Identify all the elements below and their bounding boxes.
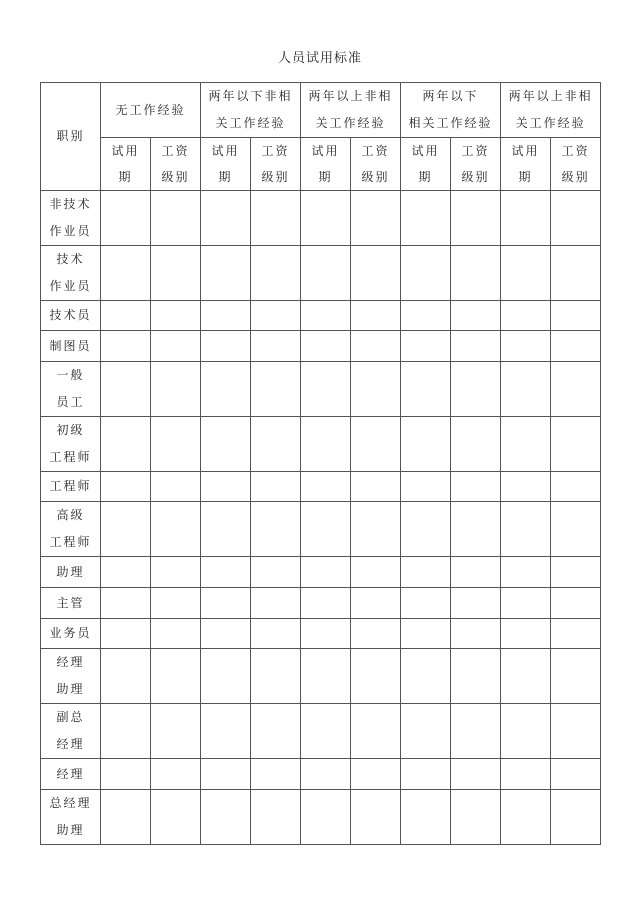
document-title: 人员试用标准 bbox=[277, 51, 362, 66]
empty-value-cell[interactable] bbox=[401, 649, 451, 704]
empty-value-cell[interactable] bbox=[451, 362, 501, 417]
empty-value-cell[interactable] bbox=[501, 557, 551, 588]
empty-value-cell[interactable] bbox=[351, 619, 401, 649]
empty-value-cell[interactable] bbox=[401, 191, 451, 246]
role-cell bbox=[41, 790, 101, 845]
role-cell bbox=[41, 301, 101, 331]
empty-value-cell[interactable] bbox=[351, 649, 401, 704]
empty-value-cell[interactable] bbox=[451, 704, 501, 759]
group-header-line1: 两年以下非相 bbox=[208, 89, 293, 103]
empty-value-cell[interactable] bbox=[251, 472, 301, 502]
empty-value-cell[interactable] bbox=[101, 557, 151, 588]
probation-standard-table bbox=[40, 82, 601, 845]
empty-value-cell[interactable] bbox=[501, 472, 551, 502]
empty-value-cell[interactable] bbox=[151, 557, 201, 588]
empty-value-cell[interactable] bbox=[551, 704, 601, 759]
empty-value-cell[interactable] bbox=[551, 301, 601, 331]
empty-value-cell[interactable] bbox=[351, 331, 401, 362]
empty-value-cell[interactable] bbox=[301, 704, 351, 759]
table-row bbox=[41, 619, 601, 649]
role-cell bbox=[41, 619, 101, 649]
role-label-line1: 制图员 bbox=[49, 338, 92, 353]
role-label-line1: 主管 bbox=[56, 595, 85, 610]
empty-value-cell[interactable] bbox=[201, 557, 251, 588]
subheader-line1: 试用 bbox=[411, 144, 440, 158]
group-header-under-two-unrelated bbox=[201, 83, 301, 138]
empty-value-cell[interactable] bbox=[401, 759, 451, 790]
empty-value-cell[interactable] bbox=[551, 619, 601, 649]
empty-value-cell[interactable] bbox=[251, 191, 301, 246]
role-label-line1: 助理 bbox=[56, 564, 85, 579]
empty-value-cell[interactable] bbox=[351, 417, 401, 472]
empty-value-cell[interactable] bbox=[201, 472, 251, 502]
empty-value-cell[interactable] bbox=[101, 417, 151, 472]
group-header-line2: 关工作经验 bbox=[315, 116, 386, 130]
empty-value-cell[interactable] bbox=[351, 191, 401, 246]
empty-value-cell[interactable] bbox=[451, 191, 501, 246]
empty-value-cell[interactable] bbox=[351, 790, 401, 845]
empty-value-cell[interactable] bbox=[101, 191, 151, 246]
empty-value-cell[interactable] bbox=[101, 502, 151, 557]
table-row bbox=[41, 331, 601, 362]
subheader-line1: 试用 bbox=[511, 144, 540, 158]
role-header-label: 职别 bbox=[56, 129, 85, 143]
empty-value-cell[interactable] bbox=[201, 191, 251, 246]
empty-value-cell[interactable] bbox=[251, 502, 301, 557]
empty-value-cell[interactable] bbox=[301, 331, 351, 362]
subheader-trial-period bbox=[301, 138, 351, 191]
empty-value-cell[interactable] bbox=[301, 588, 351, 619]
role-label-line2: 作业员 bbox=[49, 224, 92, 238]
role-label-line1: 总经理 bbox=[49, 796, 92, 810]
empty-value-cell[interactable] bbox=[351, 301, 401, 331]
empty-value-cell[interactable] bbox=[551, 362, 601, 417]
role-cell bbox=[41, 557, 101, 588]
empty-value-cell[interactable] bbox=[251, 588, 301, 619]
group-header-line2: 关工作经验 bbox=[515, 116, 586, 130]
empty-value-cell[interactable] bbox=[501, 362, 551, 417]
subheader-line1: 工资 bbox=[261, 144, 290, 158]
role-label-line1: 非技术 bbox=[49, 197, 92, 211]
empty-value-cell[interactable] bbox=[451, 246, 501, 301]
group-header-line1: 两年以上非相 bbox=[508, 89, 593, 103]
header-row-groups bbox=[41, 83, 601, 138]
empty-value-cell[interactable] bbox=[201, 649, 251, 704]
subheader-trial-period bbox=[101, 138, 151, 191]
empty-value-cell[interactable] bbox=[501, 191, 551, 246]
empty-value-cell[interactable] bbox=[151, 790, 201, 845]
role-label-line2: 助理 bbox=[56, 823, 85, 837]
subheader-salary-grade bbox=[151, 138, 201, 191]
empty-value-cell[interactable] bbox=[401, 588, 451, 619]
role-label-line1: 一般 bbox=[56, 368, 85, 382]
empty-value-cell[interactable] bbox=[351, 472, 401, 502]
empty-value-cell[interactable] bbox=[201, 759, 251, 790]
subheader-line2: 期 bbox=[518, 170, 533, 184]
subheader-line1: 工资 bbox=[461, 144, 490, 158]
empty-value-cell[interactable] bbox=[151, 704, 201, 759]
subheader-salary-grade bbox=[351, 138, 401, 191]
empty-value-cell[interactable] bbox=[501, 331, 551, 362]
empty-value-cell[interactable] bbox=[101, 588, 151, 619]
empty-value-cell[interactable] bbox=[301, 759, 351, 790]
empty-value-cell[interactable] bbox=[301, 619, 351, 649]
empty-value-cell[interactable] bbox=[301, 502, 351, 557]
empty-value-cell[interactable] bbox=[201, 588, 251, 619]
empty-value-cell[interactable] bbox=[101, 301, 151, 331]
empty-value-cell[interactable] bbox=[501, 246, 551, 301]
empty-value-cell[interactable] bbox=[551, 759, 601, 790]
empty-value-cell[interactable] bbox=[451, 557, 501, 588]
subheader-line1: 工资 bbox=[161, 144, 190, 158]
table-row bbox=[41, 502, 601, 557]
empty-value-cell[interactable] bbox=[251, 759, 301, 790]
empty-value-cell[interactable] bbox=[551, 246, 601, 301]
group-header-line1: 两年以下 bbox=[422, 89, 479, 103]
empty-value-cell[interactable] bbox=[251, 246, 301, 301]
empty-value-cell[interactable] bbox=[151, 502, 201, 557]
role-label-line2: 作业员 bbox=[49, 279, 92, 293]
empty-value-cell[interactable] bbox=[401, 246, 451, 301]
table-row bbox=[41, 704, 601, 759]
empty-value-cell[interactable] bbox=[301, 417, 351, 472]
empty-value-cell[interactable] bbox=[401, 417, 451, 472]
role-cell bbox=[41, 649, 101, 704]
empty-value-cell[interactable] bbox=[401, 704, 451, 759]
role-cell bbox=[41, 246, 101, 301]
empty-value-cell[interactable] bbox=[201, 331, 251, 362]
subheader-line2: 级别 bbox=[461, 170, 490, 184]
group-header-over-two-unrelated-2 bbox=[501, 83, 601, 138]
empty-value-cell[interactable] bbox=[551, 790, 601, 845]
subheader-line2: 期 bbox=[118, 170, 133, 184]
table-row bbox=[41, 472, 601, 502]
role-cell bbox=[41, 588, 101, 619]
empty-value-cell[interactable] bbox=[451, 417, 501, 472]
role-label-line1: 副总 bbox=[56, 710, 85, 724]
empty-value-cell[interactable] bbox=[401, 619, 451, 649]
empty-value-cell[interactable] bbox=[351, 502, 401, 557]
table-row bbox=[41, 588, 601, 619]
empty-value-cell[interactable] bbox=[501, 790, 551, 845]
empty-value-cell[interactable] bbox=[151, 246, 201, 301]
subheader-line2: 期 bbox=[318, 170, 333, 184]
empty-value-cell[interactable] bbox=[451, 331, 501, 362]
empty-value-cell[interactable] bbox=[201, 246, 251, 301]
empty-value-cell[interactable] bbox=[201, 619, 251, 649]
group-header-line2: 关工作经验 bbox=[215, 116, 286, 130]
group-header-line2: 相关工作经验 bbox=[408, 116, 493, 130]
table-row bbox=[41, 246, 601, 301]
subheader-trial-period bbox=[201, 138, 251, 191]
empty-value-cell[interactable] bbox=[451, 502, 501, 557]
empty-value-cell[interactable] bbox=[351, 362, 401, 417]
header-row-subcolumns bbox=[41, 138, 601, 191]
empty-value-cell[interactable] bbox=[201, 417, 251, 472]
empty-value-cell[interactable] bbox=[251, 649, 301, 704]
empty-value-cell[interactable] bbox=[501, 502, 551, 557]
table-row bbox=[41, 417, 601, 472]
empty-value-cell[interactable] bbox=[101, 649, 151, 704]
empty-value-cell[interactable] bbox=[151, 191, 201, 246]
empty-value-cell[interactable] bbox=[251, 331, 301, 362]
subheader-line1: 试用 bbox=[211, 144, 240, 158]
empty-value-cell[interactable] bbox=[151, 472, 201, 502]
empty-value-cell[interactable] bbox=[451, 759, 501, 790]
empty-value-cell[interactable] bbox=[301, 191, 351, 246]
empty-value-cell[interactable] bbox=[101, 790, 151, 845]
empty-value-cell[interactable] bbox=[101, 759, 151, 790]
empty-value-cell[interactable] bbox=[401, 362, 451, 417]
empty-value-cell[interactable] bbox=[501, 649, 551, 704]
empty-value-cell[interactable] bbox=[101, 362, 151, 417]
empty-value-cell[interactable] bbox=[201, 502, 251, 557]
empty-value-cell[interactable] bbox=[551, 417, 601, 472]
group-header-under-two-related bbox=[401, 83, 501, 138]
empty-value-cell[interactable] bbox=[451, 472, 501, 502]
subheader-salary-grade bbox=[451, 138, 501, 191]
role-label-line1: 初级 bbox=[56, 423, 85, 437]
role-cell bbox=[41, 417, 101, 472]
table-row bbox=[41, 759, 601, 790]
empty-value-cell[interactable] bbox=[251, 790, 301, 845]
empty-value-cell[interactable] bbox=[251, 301, 301, 331]
empty-value-cell[interactable] bbox=[151, 301, 201, 331]
group-header-line1: 无工作经验 bbox=[115, 103, 186, 117]
empty-value-cell[interactable] bbox=[251, 704, 301, 759]
empty-value-cell[interactable] bbox=[151, 331, 201, 362]
role-label-line1: 技术员 bbox=[49, 308, 92, 322]
subheader-trial-period bbox=[401, 138, 451, 191]
empty-value-cell[interactable] bbox=[401, 472, 451, 502]
role-label-line1: 技术 bbox=[56, 252, 85, 266]
subheader-line2: 期 bbox=[418, 170, 433, 184]
empty-value-cell[interactable] bbox=[301, 790, 351, 845]
empty-value-cell[interactable] bbox=[101, 619, 151, 649]
empty-value-cell[interactable] bbox=[501, 588, 551, 619]
role-cell bbox=[41, 502, 101, 557]
role-label-line1: 高级 bbox=[56, 508, 85, 522]
group-header-over-two-unrelated bbox=[301, 83, 401, 138]
role-label-line1: 业务员 bbox=[49, 626, 92, 640]
empty-value-cell[interactable] bbox=[151, 417, 201, 472]
empty-value-cell[interactable] bbox=[551, 649, 601, 704]
empty-value-cell[interactable] bbox=[101, 704, 151, 759]
subheader-line2: 级别 bbox=[161, 170, 190, 184]
role-label-line2: 工程师 bbox=[49, 535, 92, 549]
empty-value-cell[interactable] bbox=[501, 704, 551, 759]
role-cell bbox=[41, 704, 101, 759]
role-label-line2: 经理 bbox=[56, 737, 85, 751]
role-label-line1: 经理 bbox=[56, 766, 85, 781]
empty-value-cell[interactable] bbox=[451, 790, 501, 845]
empty-value-cell[interactable] bbox=[251, 619, 301, 649]
empty-value-cell[interactable] bbox=[501, 417, 551, 472]
table-row bbox=[41, 790, 601, 845]
empty-value-cell[interactable] bbox=[301, 301, 351, 331]
empty-value-cell[interactable] bbox=[301, 246, 351, 301]
empty-value-cell[interactable] bbox=[101, 472, 151, 502]
empty-value-cell[interactable] bbox=[201, 362, 251, 417]
role-cell bbox=[41, 759, 101, 790]
empty-value-cell[interactable] bbox=[151, 649, 201, 704]
group-header-line1: 两年以上非相 bbox=[308, 89, 393, 103]
empty-value-cell[interactable] bbox=[151, 619, 201, 649]
empty-value-cell[interactable] bbox=[551, 502, 601, 557]
empty-value-cell[interactable] bbox=[201, 704, 251, 759]
table-row bbox=[41, 649, 601, 704]
subheader-line2: 级别 bbox=[561, 170, 590, 184]
empty-value-cell[interactable] bbox=[301, 362, 351, 417]
role-label-line2: 员工 bbox=[56, 395, 85, 409]
empty-value-cell[interactable] bbox=[151, 362, 201, 417]
empty-value-cell[interactable] bbox=[401, 301, 451, 331]
table-row bbox=[41, 557, 601, 588]
subheader-line2: 级别 bbox=[261, 170, 290, 184]
empty-value-cell[interactable] bbox=[301, 649, 351, 704]
subheader-line1: 试用 bbox=[311, 144, 340, 158]
empty-value-cell[interactable] bbox=[301, 472, 351, 502]
empty-value-cell[interactable] bbox=[501, 301, 551, 331]
empty-value-cell[interactable] bbox=[551, 472, 601, 502]
table-row bbox=[41, 301, 601, 331]
empty-value-cell[interactable] bbox=[451, 649, 501, 704]
role-label-line2: 工程师 bbox=[49, 450, 92, 464]
empty-value-cell[interactable] bbox=[251, 557, 301, 588]
subheader-salary-grade bbox=[551, 138, 601, 191]
empty-value-cell[interactable] bbox=[101, 331, 151, 362]
role-cell bbox=[41, 191, 101, 246]
empty-value-cell[interactable] bbox=[401, 557, 451, 588]
group-header-no-experience bbox=[101, 83, 201, 138]
empty-value-cell[interactable] bbox=[401, 790, 451, 845]
empty-value-cell[interactable] bbox=[551, 191, 601, 246]
empty-value-cell[interactable] bbox=[101, 246, 151, 301]
empty-value-cell[interactable] bbox=[351, 588, 401, 619]
empty-value-cell[interactable] bbox=[351, 246, 401, 301]
subheader-line1: 试用 bbox=[111, 144, 140, 158]
empty-value-cell[interactable] bbox=[301, 557, 351, 588]
role-cell bbox=[41, 331, 101, 362]
subheader-line1: 工资 bbox=[361, 144, 390, 158]
subheader-salary-grade bbox=[251, 138, 301, 191]
empty-value-cell[interactable] bbox=[351, 704, 401, 759]
role-cell bbox=[41, 472, 101, 502]
empty-value-cell[interactable] bbox=[401, 331, 451, 362]
empty-value-cell[interactable] bbox=[201, 301, 251, 331]
empty-value-cell[interactable] bbox=[201, 790, 251, 845]
empty-value-cell[interactable] bbox=[501, 619, 551, 649]
empty-value-cell[interactable] bbox=[551, 331, 601, 362]
role-label-line1: 工程师 bbox=[49, 479, 92, 493]
empty-value-cell[interactable] bbox=[451, 588, 501, 619]
empty-value-cell[interactable] bbox=[501, 759, 551, 790]
empty-value-cell[interactable] bbox=[351, 759, 401, 790]
table-row bbox=[41, 362, 601, 417]
empty-value-cell[interactable] bbox=[551, 588, 601, 619]
subheader-line2: 级别 bbox=[361, 170, 390, 184]
empty-value-cell[interactable] bbox=[451, 619, 501, 649]
empty-value-cell[interactable] bbox=[151, 588, 201, 619]
role-label-line1: 经理 bbox=[56, 655, 85, 669]
subheader-trial-period bbox=[501, 138, 551, 191]
role-cell bbox=[41, 362, 101, 417]
empty-value-cell[interactable] bbox=[251, 362, 301, 417]
empty-value-cell[interactable] bbox=[451, 301, 501, 331]
empty-value-cell[interactable] bbox=[251, 417, 301, 472]
table-row bbox=[41, 191, 601, 246]
subheader-line1: 工资 bbox=[561, 144, 590, 158]
role-label-line2: 助理 bbox=[56, 682, 85, 696]
subheader-line2: 期 bbox=[218, 170, 233, 184]
empty-value-cell[interactable] bbox=[401, 502, 451, 557]
role-header-cell bbox=[41, 83, 101, 191]
empty-value-cell[interactable] bbox=[551, 557, 601, 588]
empty-value-cell[interactable] bbox=[151, 759, 201, 790]
empty-value-cell[interactable] bbox=[351, 557, 401, 588]
